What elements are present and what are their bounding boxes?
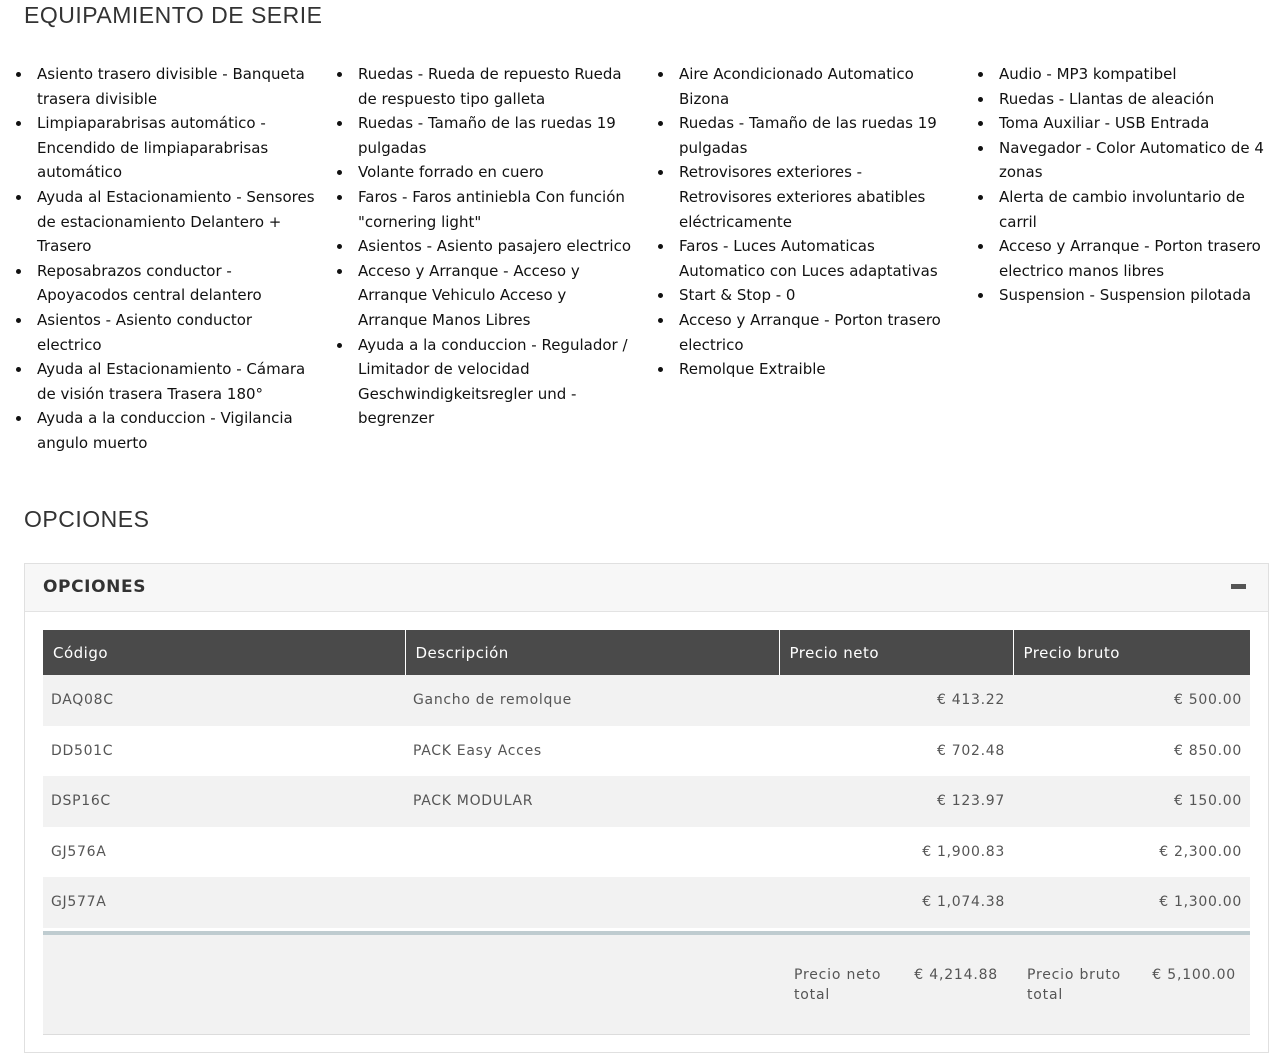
equipment-item: Ruedas - Llantas de aleación [978,87,1278,112]
equipment-item: Retrovisores exteriores - Retrovisores exteriores abatibles eléctricamente [658,160,958,234]
cell-precio-neto: € 702.48 [779,726,1013,777]
cell-precio-bruto: € 850.00 [1013,726,1250,777]
cell-precio-bruto: € 1,300.00 [1013,877,1250,928]
cell-precio-bruto: € 150.00 [1013,776,1250,827]
equipment-item: Acceso y Arranque - Acceso y Arranque Vehiculo Acceso y Arranque Manos Libres [337,259,637,333]
equipment-list-col-2 [337,62,637,431]
equipment-item: Asientos - Asiento pasajero electrico [337,234,637,259]
table-row [43,726,1250,777]
cell-precio-neto: € 123.97 [779,776,1013,827]
total-net-label: Precio neto total [794,967,882,1003]
equipment-item: Audio - MP3 kompatibel [978,62,1278,87]
equipment-item: Ayuda al Estacionamiento - Sensores de estacionamiento Delantero + Trasero [16,185,316,259]
table-row [43,877,1250,928]
cell-precio-bruto: € 2,300.00 [1013,827,1250,878]
opciones-panel-title: OPCIONES [43,577,147,597]
equipment-list-col-4 [978,62,1278,308]
equipment-item: Acceso y Arranque - Porton trasero electrico [658,308,958,357]
opciones-section-title: OPCIONES [24,506,150,532]
equipment-item: Alerta de cambio involuntario de carril [978,185,1278,234]
equipment-item: Acceso y Arranque - Porton trasero electrico manos libres [978,234,1278,283]
equipamiento-title: EQUIPAMIENTO DE SERIE [24,2,323,28]
equipment-item: Ruedas - Tamaño de las ruedas 19 pulgadas [658,111,958,160]
cell-descripcion: PACK Easy Acces [405,726,779,777]
column-header-precio-neto[interactable]: Precio neto [779,630,1013,675]
opciones-panel [24,563,1269,1053]
equipment-item: Ayuda a la conduccion - Regulador / Limitador de velocidad Geschwindigkeitsregler und - begrenzer [337,333,637,431]
collapse-button[interactable] [1228,578,1250,594]
equipment-item: Asiento trasero divisible - Banqueta trasera divisible [16,62,316,111]
total-gross-label: Precio bruto total [1027,967,1122,1003]
cell-descripcion [405,877,779,928]
totals-row [43,931,1250,1035]
equipment-item: Ruedas - Rueda de repuesto Rueda de respuesto tipo galleta [337,62,637,111]
options-table [43,630,1250,928]
equipment-item: Start & Stop - 0 [658,283,958,308]
equipment-item: Limpiaparabrisas automático - Encendido de limpiaparabrisas automático [16,111,316,185]
cell-codigo: DAQ08C [43,675,405,726]
equipment-item: Ayuda al Estacionamiento - Cámara de visión trasera Trasera 180° [16,357,316,406]
equipment-item: Faros - Faros antiniebla Con función "cornering light" [337,185,637,234]
equipment-item: Asientos - Asiento conductor electrico [16,308,316,357]
equipment-item: Ruedas - Tamaño de las ruedas 19 pulgadas [337,111,637,160]
equipment-item: Navegador - Color Automatico de 4 zonas [978,136,1278,185]
cell-codigo: GJ576A [43,827,405,878]
cell-codigo: GJ577A [43,877,405,928]
equipment-item: Suspension - Suspension pilotada [978,283,1278,308]
cell-descripcion: PACK MODULAR [405,776,779,827]
equipment-item: Faros - Luces Automaticas Automatico con Luces adaptativas [658,234,958,283]
equipment-item: Reposabrazos conductor - Apoyacodos central delantero [16,259,316,308]
equipment-item: Toma Auxiliar - USB Entrada [978,111,1278,136]
total-gross-value: € 5,100.00 [1152,967,1236,983]
cell-codigo: DD501C [43,726,405,777]
cell-descripcion: Gancho de remolque [405,675,779,726]
opciones-panel-header[interactable] [25,564,1268,612]
table-row [43,776,1250,827]
cell-precio-neto: € 413.22 [779,675,1013,726]
cell-codigo: DSP16C [43,776,405,827]
cell-descripcion [405,827,779,878]
equipment-item: Volante forrado en cuero [337,160,637,185]
total-net-value: € 4,214.88 [914,967,998,983]
column-header-precio-bruto[interactable]: Precio bruto [1013,630,1250,675]
equipment-list-col-3 [658,62,958,382]
table-header-row [43,630,1250,675]
table-row [43,827,1250,878]
cell-precio-neto: € 1,900.83 [779,827,1013,878]
column-header-codigo[interactable]: Código [43,630,405,675]
equipment-item: Aire Acondicionado Automatico Bizona [658,62,958,111]
equipment-list-col-1 [16,62,316,456]
equipment-item: Remolque Extraible [658,357,958,382]
cell-precio-neto: € 1,074.38 [779,877,1013,928]
cell-precio-bruto: € 500.00 [1013,675,1250,726]
equipment-item: Ayuda a la conduccion - Vigilancia angulo muerto [16,406,316,455]
table-row [43,675,1250,726]
minus-icon [1231,584,1246,589]
column-header-descripcion[interactable]: Descripción [405,630,779,675]
